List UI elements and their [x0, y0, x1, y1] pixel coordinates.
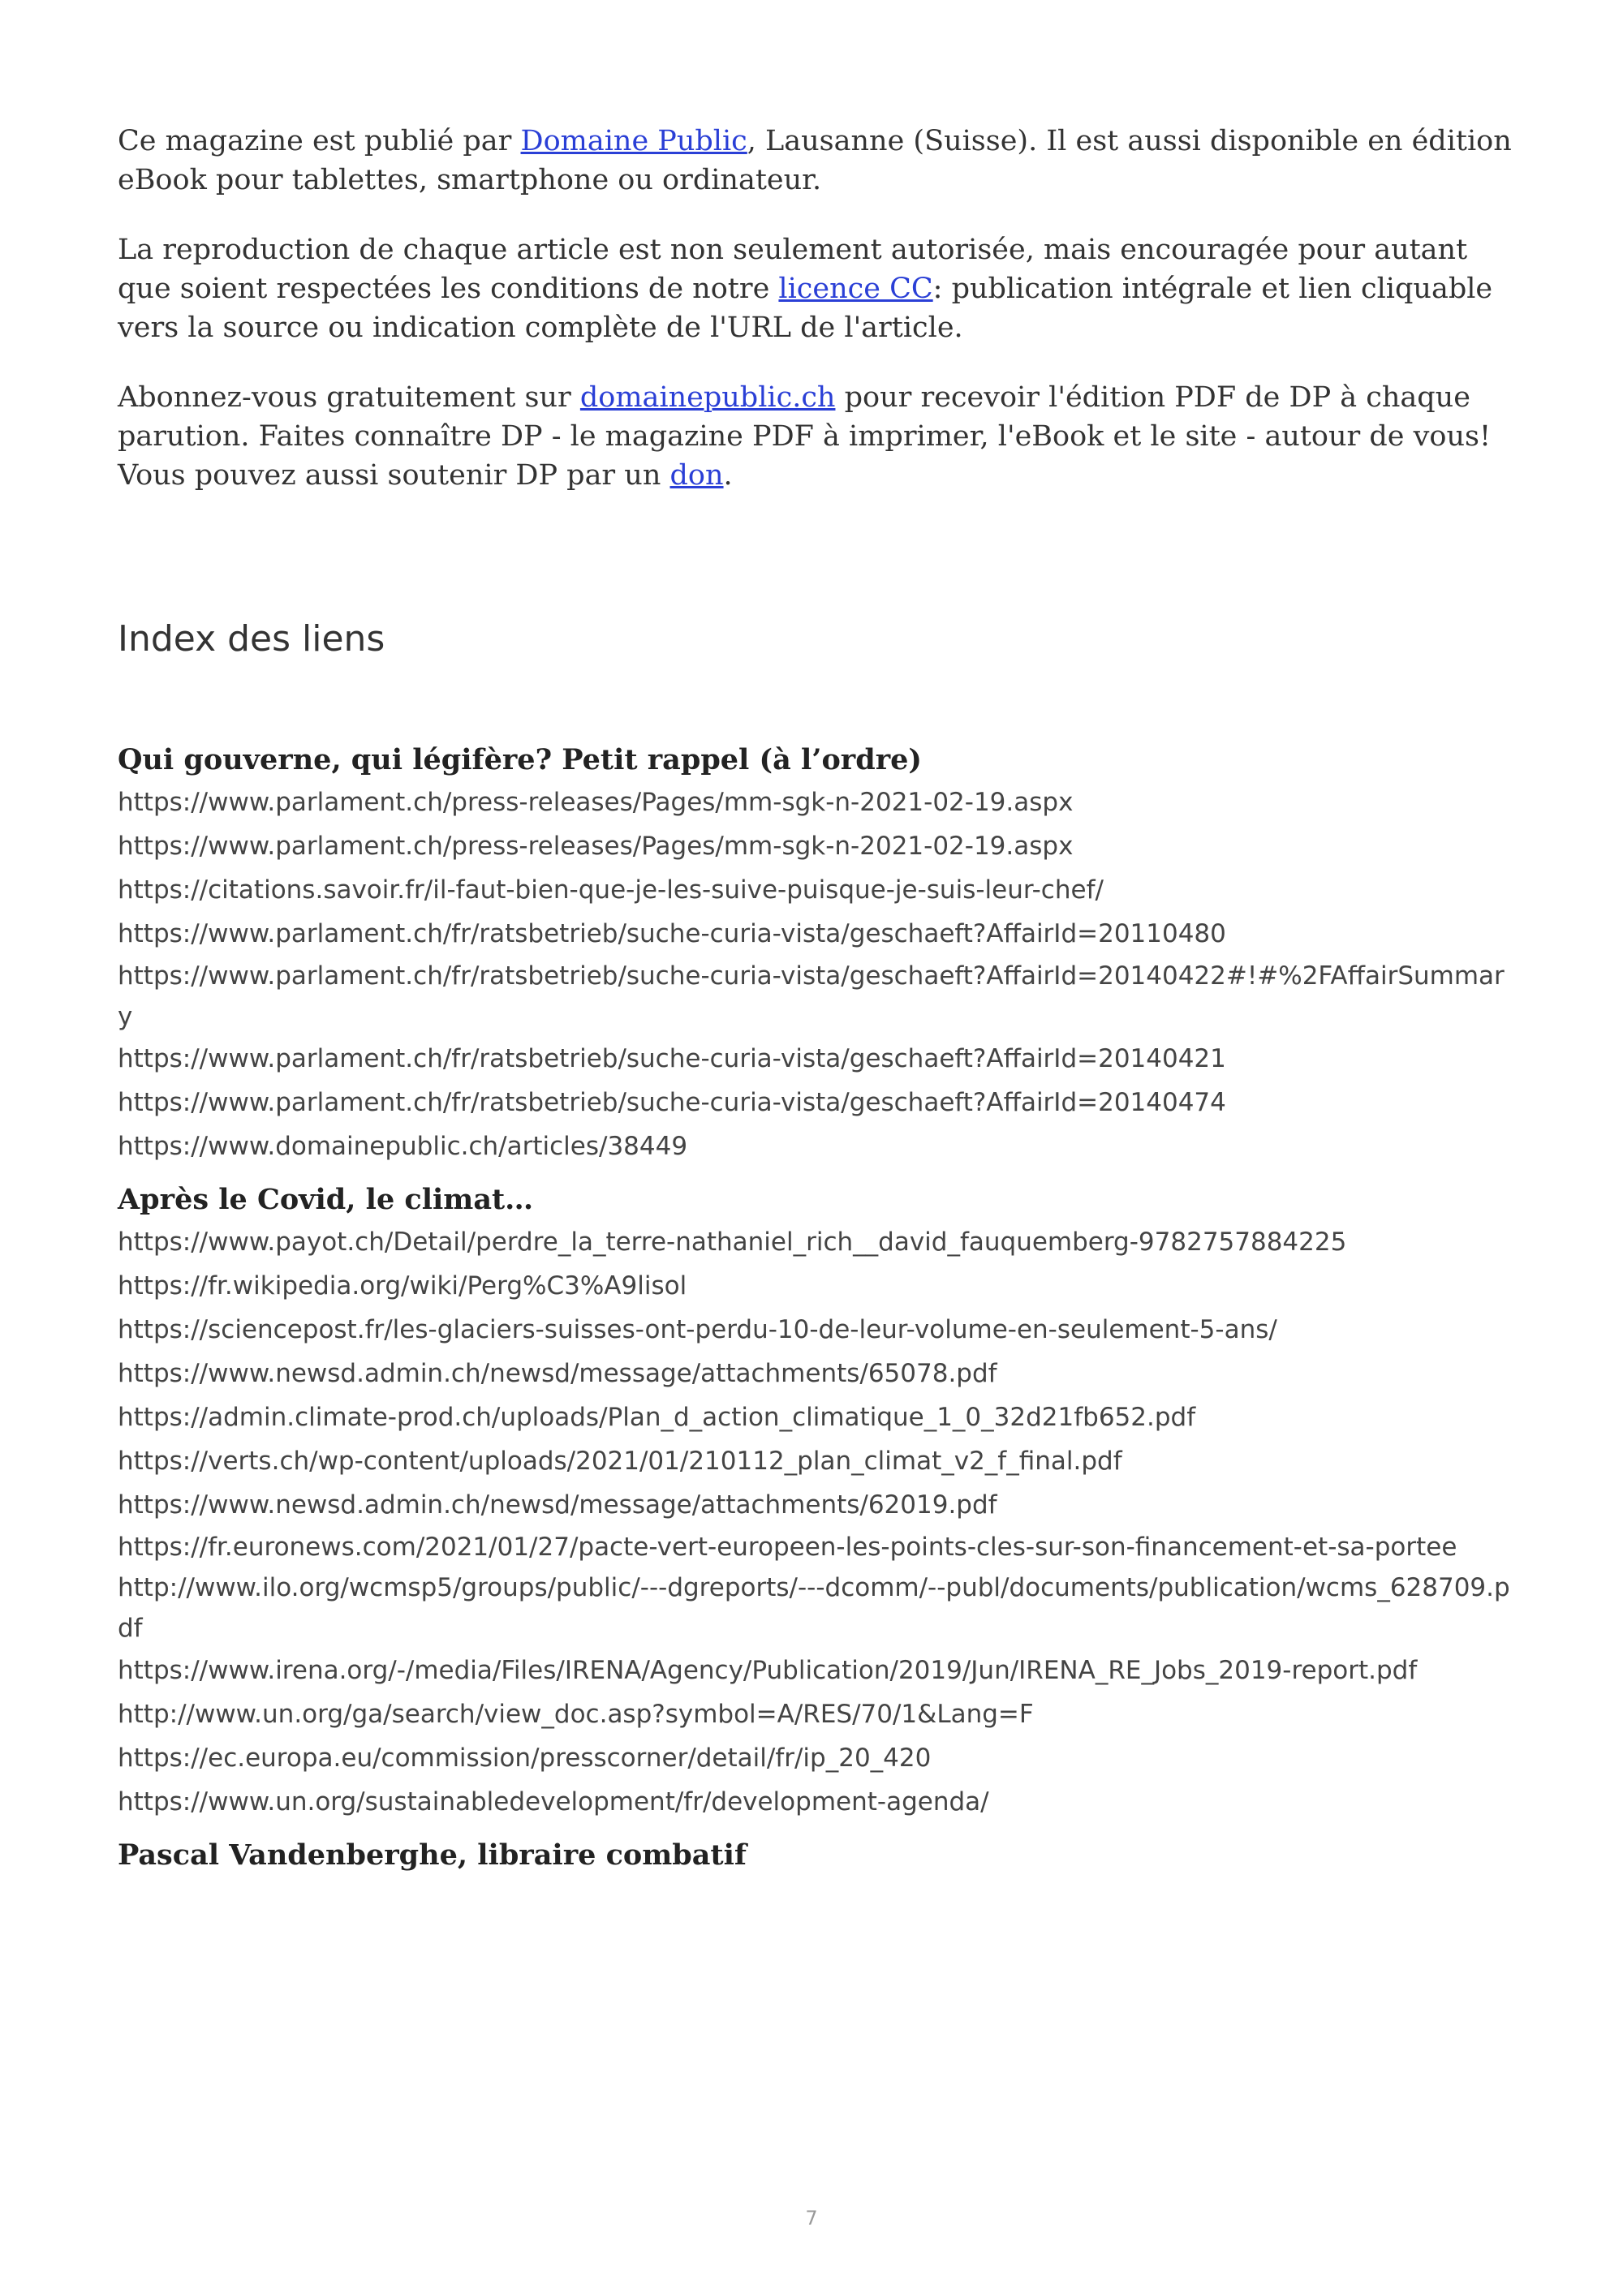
link-url[interactable]: https://www.parlament.ch/press-releases/Pages/mm-sgk-n-2021-02-19.aspx [118, 788, 1074, 817]
domaine-public-link[interactable]: Domaine Public [520, 125, 747, 157]
link-url[interactable]: https://verts.ch/wp-content/uploads/2021/01/210112_plan_climat_v2_f_final.pdf [118, 1447, 1122, 1476]
link-url[interactable]: https://www.parlament.ch/fr/ratsbetrieb/suche-curia-vista/geschaeft?AffairId=20140474 [118, 1088, 1226, 1117]
link-url[interactable]: https://www.parlament.ch/fr/ratsbetrieb/suche-curia-vista/geschaeft?AffairId=20140422#!#%2FAffairSummary [118, 961, 1505, 1031]
index-heading: Index des liens [118, 618, 385, 660]
link-url[interactable]: http://www.un.org/ga/search/view_doc.asp?symbol=A/RES/70/1&Lang=F [118, 1700, 1034, 1729]
link-url[interactable]: https://sciencepost.fr/les-glaciers-suisses-ont-perdu-10-de-leur-volume-en-seulement-5-ans/ [118, 1315, 1277, 1344]
article-link-list [118, 1220, 1513, 1824]
link-url[interactable]: https://citations.savoir.fr/il-faut-bien-que-je-les-suive-puisque-je-suis-leur-chef/ [118, 875, 1104, 905]
link-url[interactable]: https://fr.wikipedia.org/wiki/Perg%C3%A9lisol [118, 1271, 687, 1301]
text: . [723, 459, 733, 492]
link-url[interactable]: https://admin.climate-prod.ch/uploads/Plan_d_action_climatique_1_0_32d21fb652.pdf [118, 1403, 1196, 1432]
link-url[interactable]: https://www.parlament.ch/fr/ratsbetrieb/suche-curia-vista/geschaeft?AffairId=20110480 [118, 919, 1226, 948]
text: , Lausanne (Suisse). Il est aussi disponible en édition eBook pour tablettes, smartphone ou ordinateur. [118, 125, 1512, 196]
text: : publication intégrale et lien cliquable vers la source ou indication complète de l'URL de l'article. [118, 273, 1493, 344]
link-url[interactable]: https://www.newsd.admin.ch/newsd/message/attachments/62019.pdf [118, 1490, 997, 1520]
link-url[interactable]: https://fr.euronews.com/2021/01/27/pacte-vert-europeen-les-points-cles-sur-son-financement-et-sa-portee [118, 1533, 1457, 1562]
text: pour recevoir l'édition PDF de DP à chaque parution. Faites connaître DP - le magazine PDF à imprimer, l'eBook et le site - autour de vous! Vous pouvez aussi soutenir DP par un [118, 381, 1492, 492]
link-index [118, 740, 1513, 1876]
article-title: Après le Covid, le climat… [118, 1183, 534, 1216]
article-title: Qui gouverne, qui légifère? Petit rappel (à l’ordre) [118, 743, 922, 776]
don-link[interactable]: don [669, 459, 724, 492]
link-url[interactable]: https://www.newsd.admin.ch/newsd/message/attachments/65078.pdf [118, 1359, 997, 1388]
article-link-list [118, 780, 1513, 1168]
link-url[interactable]: https://ec.europa.eu/commission/presscorner/detail/fr/ip_20_420 [118, 1743, 932, 1773]
license-paragraph [118, 230, 1513, 347]
text: La reproduction de chaque article est non seulement autorisée, mais encouragée pour autant que soient respectées les conditions de notre [118, 234, 1468, 305]
link-url[interactable]: http://www.ilo.org/wcmsp5/groups/public/---dgreports/---dcomm/--publ/documents/publication/wcms_628709.pdf [118, 1573, 1510, 1643]
article-title: Pascal Vandenberghe, libraire combatif [118, 1838, 747, 1872]
text: Abonnez-vous gratuitement sur [118, 381, 580, 414]
link-url[interactable]: https://www.parlament.ch/press-releases/Pages/mm-sgk-n-2021-02-19.aspx [118, 832, 1074, 861]
subscribe-paragraph [118, 378, 1513, 495]
page-number: 7 [805, 2207, 818, 2229]
licence-cc-link[interactable]: licence CC [778, 273, 933, 305]
link-url[interactable]: https://www.irena.org/-/media/Files/IRENA/Agency/Publication/2019/Jun/IRENA_RE_Jobs_2019-report.pdf [118, 1656, 1418, 1685]
link-url[interactable]: https://www.payot.ch/Detail/perdre_la_terre-nathaniel_rich__david_fauquemberg-9782757884225 [118, 1228, 1347, 1257]
intro-section [118, 122, 1513, 526]
link-url[interactable]: https://www.parlament.ch/fr/ratsbetrieb/suche-curia-vista/geschaeft?AffairId=20140421 [118, 1044, 1226, 1073]
publisher-paragraph [118, 122, 1513, 200]
link-url[interactable]: https://www.un.org/sustainabledevelopment/fr/development-agenda/ [118, 1787, 989, 1817]
domainepublic-link[interactable]: domainepublic.ch [579, 381, 836, 414]
link-url[interactable]: https://www.domainepublic.ch/articles/38449 [118, 1132, 688, 1161]
text: Ce magazine est publié par [118, 125, 521, 157]
